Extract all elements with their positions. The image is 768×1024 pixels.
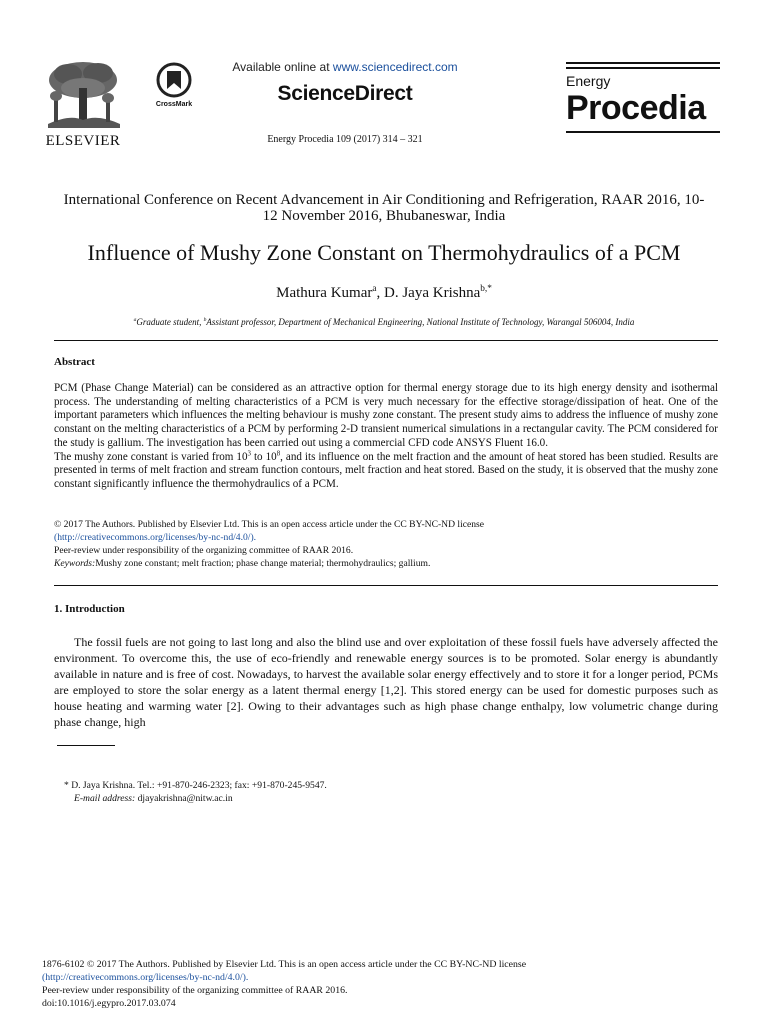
- author-name: D. Jaya Krishna: [384, 285, 481, 301]
- peer-review-line: Peer-review under responsibility of the organizing committee of RAAR 2016.: [54, 545, 354, 556]
- abstract-paragraph-1: PCM (Phase Change Material) can be considered as an attractive option for thermal energy storage due to its high energy density and isothermal process. The understanding of melting characteristics of a PCM is very much necessary for the effective storage/dissipation of heat. One of the important parameters which influences the melting behaviour is mushy zone constant. The present study aims to address the influence of mushy zone constant on the melting characteristics of a PCM by performing 2-D transient numerical simulations in a rectangular cavity. The PCM considered for the study is gallium. The investigation has been carried out using a commercial CFD code ANSYS Fluent 16.0.: [54, 382, 718, 449]
- footnote-rule: [57, 745, 115, 746]
- email-address[interactable]: djayakrishna@nitw.ac.in: [135, 793, 233, 804]
- exponent: 8: [276, 449, 281, 457]
- abstract-text: The mushy zone constant is varied from 10: [54, 450, 248, 463]
- copyright-block: [54, 518, 718, 570]
- author-sup: b,*: [480, 284, 492, 294]
- journal-brand: [566, 62, 720, 133]
- keywords-label: Keywords:: [54, 558, 96, 569]
- affiliation-b-sup: b: [203, 317, 207, 323]
- journal-citation: Energy Procedia 109 (2017) 314 – 321: [267, 134, 423, 145]
- exponent: 3: [247, 449, 251, 457]
- affiliation-a: Graduate student,: [136, 317, 204, 327]
- abstract-paragraph-2: [54, 451, 718, 492]
- footer-copyright: 1876-6102 © 2017 The Authors. Published by Elsevier Ltd. This is an open access article under the CC BY-NC-ND license: [42, 959, 527, 970]
- sciencedirect-link[interactable]: www.sciencedirect.com: [332, 60, 458, 74]
- author-sup: a: [372, 284, 377, 294]
- publisher-name: ELSEVIER: [45, 133, 121, 149]
- journal-name: Procedia: [566, 89, 706, 127]
- available-online: [200, 60, 490, 74]
- available-prefix: Available online at: [232, 60, 333, 74]
- footer-peer-review: Peer-review under responsibility of the organizing committee of RAAR 2016.: [42, 985, 348, 996]
- paper-title: Influence of Mushy Zone Constant on Thermohydraulics of a PCM: [87, 240, 681, 265]
- journal-word: Energy: [566, 73, 611, 89]
- copyright-line: © 2017 The Authors. Published by Elsevier Ltd. This is an open access article under the CC BY-NC-ND license: [54, 519, 485, 530]
- sciencedirect-wordmark: ScienceDirect: [277, 82, 413, 105]
- abstract-text: to 10: [250, 450, 277, 463]
- author-name: Mathura Kumar: [276, 285, 373, 301]
- email-label: E-mail address:: [74, 793, 136, 804]
- abstract-body: [54, 382, 718, 492]
- footnote: [64, 779, 684, 805]
- author-list: [60, 285, 708, 302]
- keywords-line: [54, 557, 718, 570]
- divider-top: [54, 340, 718, 341]
- footer-doi: doi:10.1016/j.egypro.2017.03.074: [42, 998, 176, 1009]
- license-link[interactable]: (http://creativecommons.org/licenses/by-nc-nd/4.0/).: [54, 532, 257, 543]
- intro-heading: 1. Introduction: [54, 603, 125, 615]
- affiliation-a-sup: a: [133, 317, 137, 323]
- keywords-text: Mushy zone constant; melt fraction; phase change material; thermohydraulics; gallium.: [95, 558, 431, 569]
- page-footer: [42, 958, 722, 1010]
- footnote-contact: * D. Jaya Krishna. Tel.: +91-870-246-2323; fax: +91-870-245-9547.: [64, 780, 327, 791]
- affiliation-b: Assistant professor, Department of Mechanical Engineering, National Institute of Technology, Warangal 506004, India: [206, 317, 635, 327]
- conference-name: International Conference on Recent Advancement in Air Conditioning and Refrigeration, RAAR 2016, 10-12 November 2016, Bhubaneswar, India: [63, 192, 705, 224]
- crossmark-label: CrossMark: [155, 101, 193, 108]
- intro-body: The fossil fuels are not going to last long and also the blind use and over exploitation of these fossil fuels have adversely affected the environment. To overcome this, the use of eco-friendly and renewable energy sources is to be promoted. Solar energy is abundantly available in nature and is free of cost. Nowadays, to harvest the available solar energy effectively and to store it for a longer period, PCMs are employed to store the solar energy as a latent thermal energy [1,2]. This stored energy can be used for domestic purposes such as house heating and warming water [2]. Owing to their advantages such as high phase change enthalpy, low volumetric change during phase change, high: [54, 635, 718, 729]
- divider-bottom: [54, 585, 718, 586]
- elsevier-tree-icon: [40, 58, 126, 130]
- crossmark-icon: [156, 62, 192, 98]
- abstract-text: , and its influence on the melt fraction and the amount of heat stored has been studied. Results are presented in terms of melt fraction and stream function contours, melt fraction and heat stored. Based on the study, it is observed that the mushy zone constant significantly influence the thermohydraulics of a PCM.: [54, 450, 718, 490]
- abstract-heading: Abstract: [54, 356, 95, 368]
- elsevier-logo: [40, 58, 126, 149]
- crossmark-badge[interactable]: [148, 62, 200, 108]
- affiliation: [40, 317, 728, 327]
- footer-license-link[interactable]: (http://creativecommons.org/licenses/by-nc-nd/4.0/).: [42, 972, 249, 983]
- author-separator: ,: [376, 285, 384, 301]
